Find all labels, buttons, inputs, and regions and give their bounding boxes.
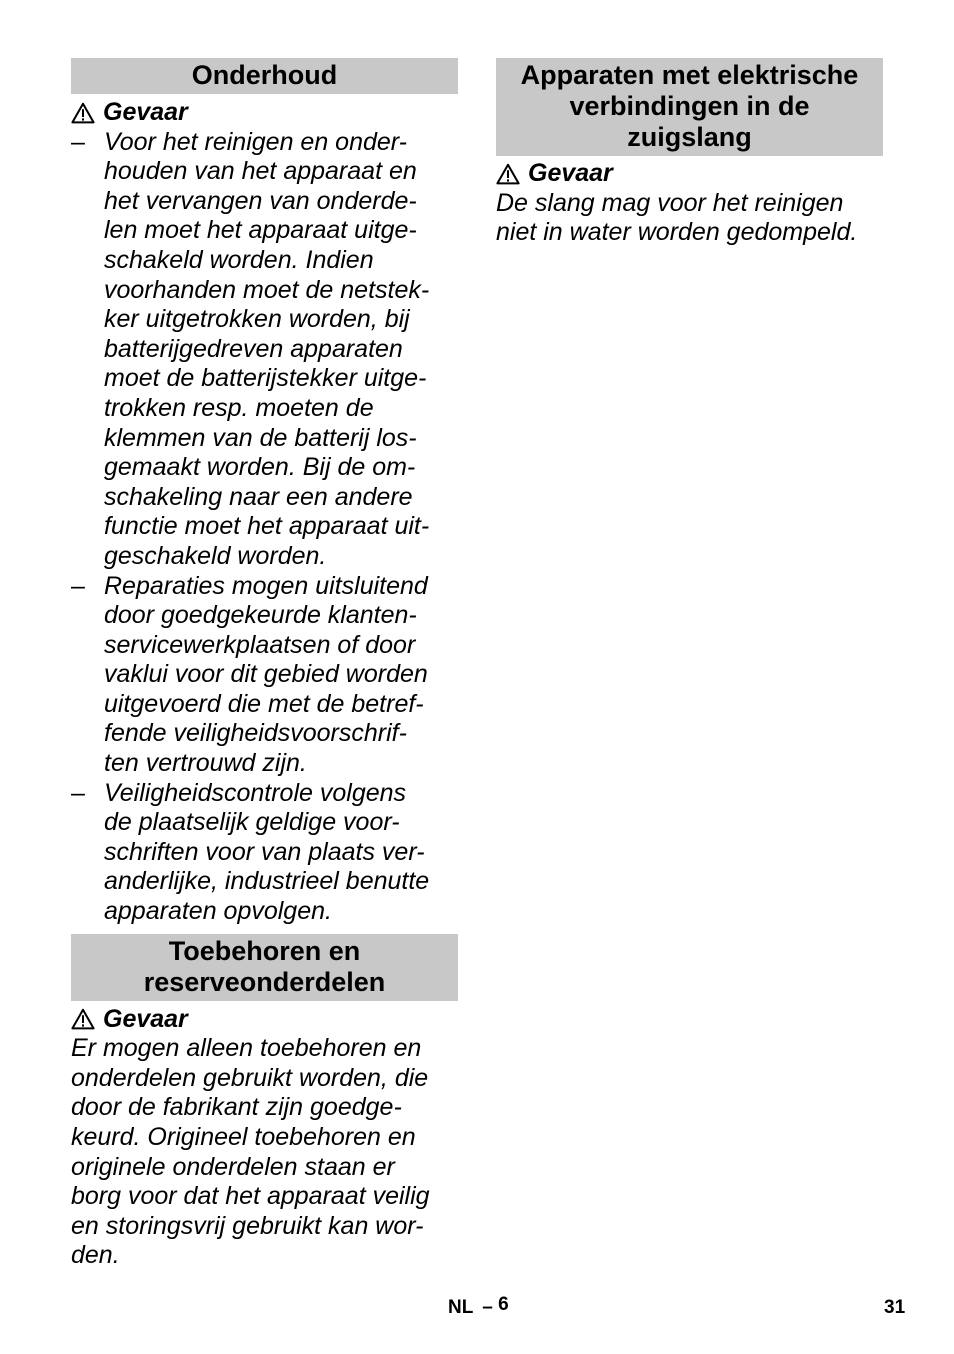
list-item (71, 128, 458, 572)
dash-bullet: – (71, 571, 85, 600)
dash-bullet: – (71, 778, 85, 807)
warning-accessories (71, 1005, 458, 1035)
section-heading-accessories: Toebehoren en reserveonderdelen (71, 934, 458, 1001)
warning-triangle-icon (71, 102, 95, 124)
warning-maintenance (71, 98, 458, 128)
list-item-text: Reparaties mogen uitsluitend door goedgekeurde klanten- servicewerkplaatsen of door vaklui voor dit gebied worden uitgevoerd die met de betref- fende veiligheidsvoorschrif- ten vertrouwd zijn. (104, 571, 428, 778)
page-number: 31 (884, 1297, 906, 1318)
accessories-text: Er mogen alleen toebehoren en onderdelen gebruikt worden, die door de fabrikant zijn goedge- keurd. Origineel toebehoren en originele onderdelen staan er borg voor dat het apparaat veilig en storingsvrij gebruikt kan wor- den. (71, 1034, 430, 1270)
warning-triangle-icon (71, 1008, 95, 1030)
maintenance-list (71, 128, 458, 927)
left-column (71, 58, 458, 1271)
dash-bullet: – (71, 127, 85, 156)
electrical-text: De slang mag voor het reinigen niet in water worden gedompeld. (496, 188, 858, 247)
warning-label: Gevaar (528, 159, 613, 187)
footer-section-page: 6 (498, 1294, 509, 1315)
footer-language: NL (448, 1297, 473, 1318)
list-item (71, 572, 458, 779)
footer-section-label (448, 1294, 509, 1319)
warning-triangle-icon (496, 163, 520, 185)
section-heading-electrical: Apparaten met elektrische verbindingen in de zuigslang (496, 58, 883, 156)
list-item (71, 779, 458, 927)
warning-label: Gevaar (103, 1004, 188, 1033)
warning-electrical (496, 159, 883, 189)
footer-separator: – (482, 1297, 493, 1318)
list-item-text: Voor het reinigen en onder- houden van het apparaat en het vervangen van onderde- len moet het apparaat uitge- schakeld worden. Indien voorhanden moet de netstek- ker uitgetrokken worden, bij batterijgedreven apparaten moet de batterijstekker uitge- trokken resp. moeten de klemmen van de batterij los- gemaakt worden. Bij de om- schakeling naar een andere functie moet het apparaat uit- geschakeld worden. (104, 127, 430, 570)
section-heading-maintenance: Onderhoud (71, 58, 458, 94)
right-column (496, 58, 883, 248)
warning-label: Gevaar (103, 98, 188, 126)
list-item-text: Veiligheidscontrole volgens de plaatselijk geldige voor- schriften voor van plaats ver- anderlijke, industrieel benutte apparaten opvolgen. (104, 778, 430, 926)
